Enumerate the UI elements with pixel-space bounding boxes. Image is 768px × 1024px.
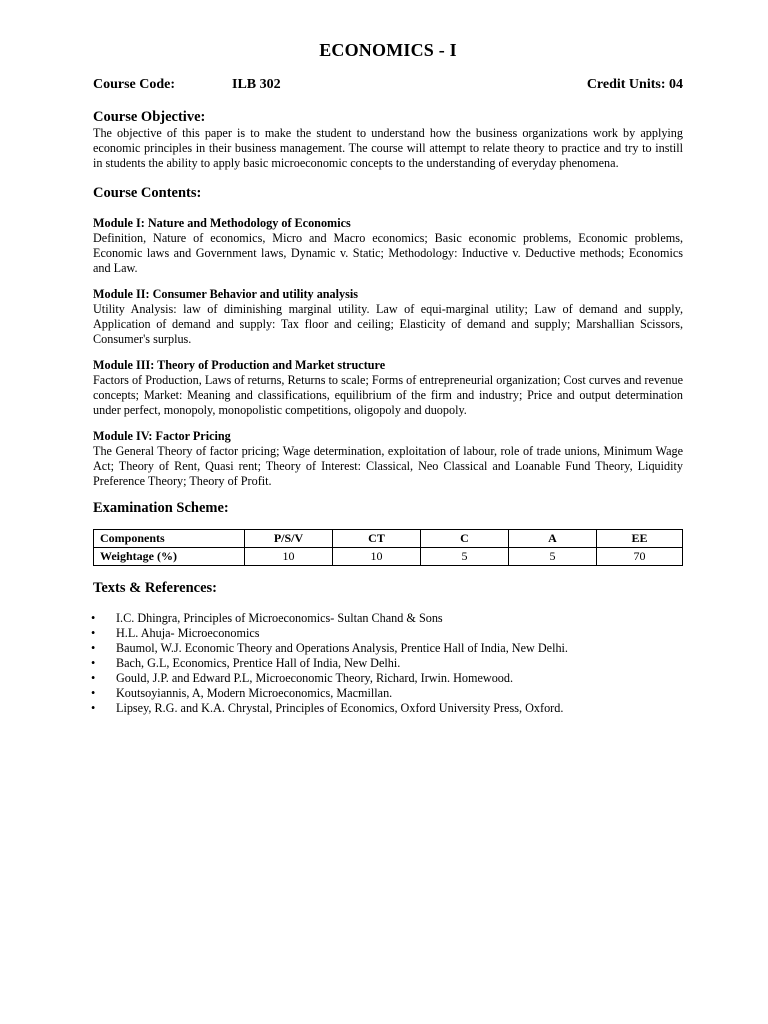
module-1 (93, 216, 683, 276)
header-cell: P/S/V (245, 530, 333, 548)
module-4 (93, 429, 683, 489)
header-cell: CT (333, 530, 421, 548)
module-2 (93, 287, 683, 347)
bullet-icon: • (91, 701, 96, 715)
contents-heading: Course Contents: (93, 185, 202, 201)
objective-heading: Course Objective: (93, 109, 206, 125)
module-text: Definition, Nature of economics, Micro and Macro economics; Basic economic problems, Economic problems, Economic laws and Government laws, Dynamic v. Static; Methodology: Inductive v. Deductive methods; Economics and Law. (93, 231, 683, 275)
reference-text: H.L. Ahuja- Microeconomics (116, 626, 260, 640)
list-item (93, 671, 683, 686)
list-item (93, 656, 683, 671)
exam-weight-row (94, 548, 683, 566)
reference-text: I.C. Dhingra, Principles of Microeconomics- Sultan Chand & Sons (116, 611, 443, 625)
list-item (93, 701, 683, 716)
module-title: Module I: Nature and Methodology of Economics (93, 216, 351, 230)
value-cell: 5 (509, 548, 597, 566)
value-cell: 10 (333, 548, 421, 566)
bullet-icon: • (91, 671, 96, 685)
bullet-icon: • (91, 641, 96, 655)
page-title: ECONOMICS - I (319, 40, 457, 60)
references-heading: Texts & References: (93, 580, 218, 596)
module-3 (93, 358, 683, 418)
module-title: Module IV: Factor Pricing (93, 429, 231, 443)
reference-text: Bach, G.L, Economics, Prentice Hall of India, New Delhi. (116, 656, 401, 670)
row-label-cell: Weightage (%) (94, 548, 245, 566)
course-info-line (93, 77, 683, 93)
reference-text: Lipsey, R.G. and K.A. Chrystal, Principles of Economics, Oxford University Press, Oxford. (116, 701, 564, 715)
bullet-icon: • (91, 656, 96, 670)
value-cell: 10 (245, 548, 333, 566)
header-cell: C (421, 530, 509, 548)
reference-text: Baumol, W.J. Economic Theory and Operations Analysis, Prentice Hall of India, New Delhi. (116, 641, 568, 655)
list-item (93, 686, 683, 701)
header-cell: Components (94, 530, 245, 548)
module-text: Utility Analysis: law of diminishing marginal utility. Law of equi-marginal utility; Law of demand and supply, Application of demand and supply: Tax floor and ceiling; Elasticity of demand and supply; Marshallian Scissors, Consumer's surplus. (93, 302, 683, 346)
value-cell: 70 (597, 548, 683, 566)
list-item (93, 641, 683, 656)
module-title: Module III: Theory of Production and Market structure (93, 358, 386, 372)
module-text: The General Theory of factor pricing; Wage determination, exploitation of labour, role of trade unions, Minimum Wage Act; Theory of Rent, Quasi rent; Theory of Interest: Classical, Neo Classical and Loanable Fund Theory, Liquidity Preference Theory; Theory of Profit. (93, 444, 683, 488)
list-item (93, 611, 683, 626)
objective-text: The objective of this paper is to make the student to understand how the business organizations work by applying economic principles in their business management. The course will attempt to relate theory to practice and try to instill in students the ability to apply basic microeconomic concepts to the understanding of everyday phenomena. (93, 126, 683, 170)
exam-header-row (94, 530, 683, 548)
module-title: Module II: Consumer Behavior and utility analysis (93, 287, 359, 301)
value-cell: 5 (421, 548, 509, 566)
bullet-icon: • (91, 626, 96, 640)
exam-table (93, 529, 683, 566)
credit-units: Credit Units: 04 (586, 77, 683, 92)
course-code-value: ILB 302 (232, 77, 281, 92)
module-text: Factors of Production, Laws of returns, Returns to scale; Forms of entrepreneurial organization; Cost curves and revenue concepts; Market: Meaning and classifications, equilibrium of the firm and industry; Price and output determination under perfect, monopoly, monopolistic competitions, oligopoly and duopoly. (93, 373, 683, 417)
exam-heading: Examination Scheme: (93, 500, 229, 516)
reference-text: Gould, J.P. and Edward P.L, Microeconomic Theory, Richard, Irwin. Homewood. (116, 671, 514, 685)
header-cell: A (509, 530, 597, 548)
bullet-icon: • (91, 686, 96, 700)
course-code-label: Course Code: (93, 77, 176, 92)
list-item (93, 626, 683, 641)
reference-text: Koutsoyiannis, A, Modern Microeconomics, Macmillan. (116, 686, 393, 700)
bullet-icon: • (91, 611, 96, 625)
references-list (93, 611, 683, 716)
document-page (93, 40, 683, 716)
header-cell: EE (597, 530, 683, 548)
